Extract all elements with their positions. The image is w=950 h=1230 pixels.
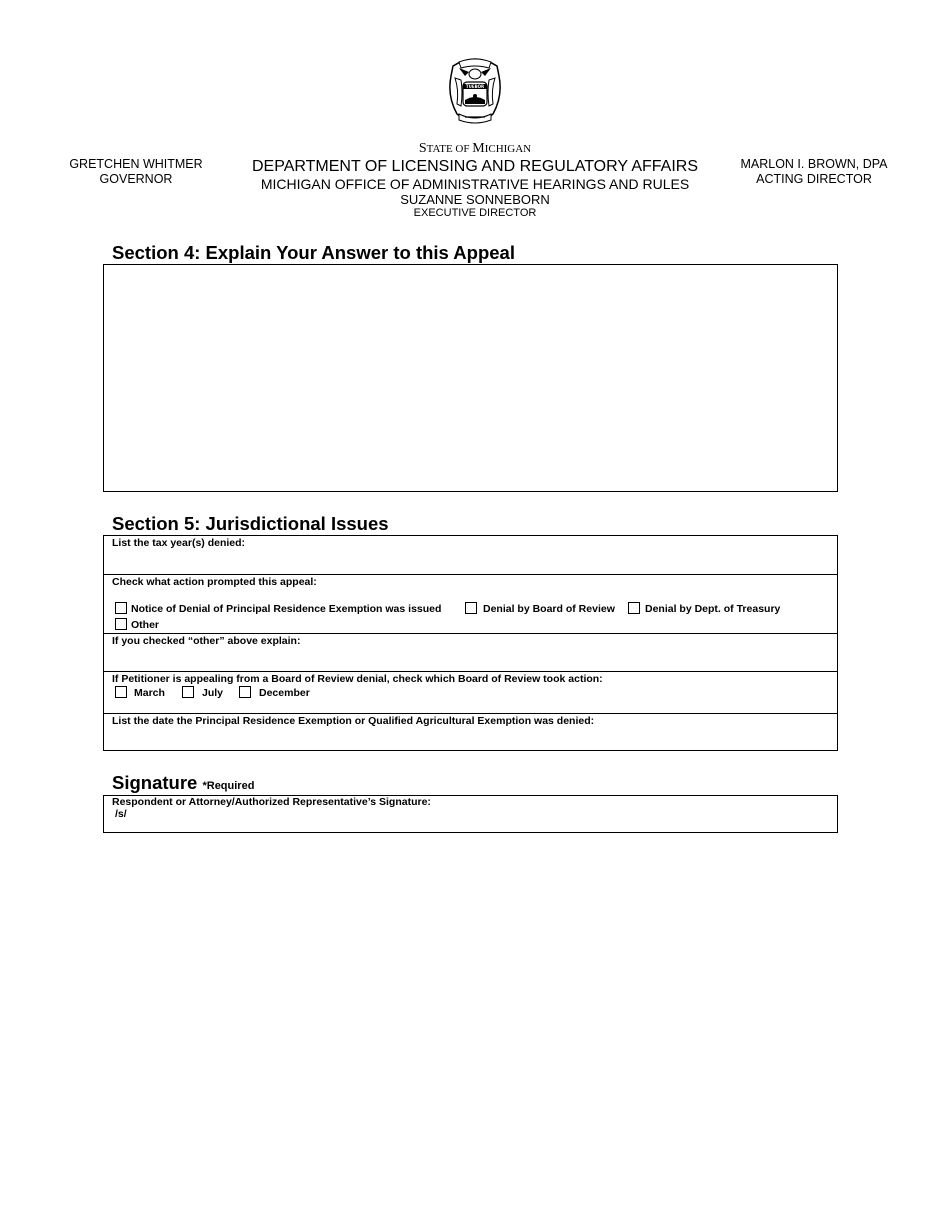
action-row [104, 574, 837, 633]
signature-label: Respondent or Attorney/Authorized Representative’s Signature: [112, 796, 431, 808]
other-checkbox[interactable] [115, 618, 127, 630]
section-4-title: Section 4: Explain Your Answer to this Appeal [112, 242, 515, 263]
director-block [728, 157, 900, 186]
jurisdictional-issues-table [103, 535, 838, 751]
department-name: DEPARTMENT OF LICENSING AND REGULATORY AFFAIRS [251, 158, 699, 175]
required-note: *Required [202, 780, 255, 792]
office-name: MICHIGAN OFFICE OF ADMINISTRATIVE HEARINGS AND RULES [260, 176, 690, 192]
michigan-state-seal-icon [445, 56, 505, 128]
december-label: December [259, 687, 310, 699]
notice-of-denial-checkbox[interactable] [115, 602, 127, 614]
governor-title: GOVERNOR [99, 171, 173, 186]
treasury-denial-checkbox[interactable] [628, 602, 640, 614]
governor-name: GRETCHEN WHITMER [69, 157, 203, 171]
treasury-denial-label: Denial by Dept. of Treasury [645, 603, 781, 615]
executive-director-name: SUZANNE SONNEBORN [400, 192, 550, 207]
tax-years-row[interactable] [104, 536, 837, 574]
other-label: Other [131, 619, 160, 631]
director-title: ACTING DIRECTOR [756, 171, 872, 186]
seal-motto: TUEBOR [465, 84, 485, 89]
board-of-review-denial-checkbox[interactable] [465, 602, 477, 614]
july-checkbox[interactable] [182, 686, 194, 698]
board-of-review-label: If Petitioner is appealing from a Board of Review denial, check which Board of Review took action: [112, 673, 603, 685]
appeal-explanation-field[interactable] [103, 264, 838, 492]
governor-block [50, 157, 222, 186]
agency-header [225, 141, 725, 220]
denial-date-label: List the date the Principal Residence Exemption or Qualified Agricultural Exemption was denied: [112, 715, 595, 727]
tax-years-label: List the tax year(s) denied: [112, 537, 246, 549]
signature-title: Signature *Required [112, 772, 255, 793]
march-checkbox[interactable] [115, 686, 127, 698]
section-5-title: Section 5: Jurisdictional Issues [112, 513, 389, 534]
signature-field[interactable] [103, 795, 838, 833]
executive-director-title: EXECUTIVE DIRECTOR [413, 207, 537, 219]
board-of-review-denial-label: Denial by Board of Review [483, 603, 615, 615]
signature-value: /s/ [115, 808, 127, 820]
notice-of-denial-label: Notice of Denial of Principal Residence Exemption was issued [131, 603, 442, 615]
july-label: July [202, 687, 224, 699]
board-of-review-row [104, 671, 837, 713]
director-name: MARLON I. BROWN, DPA [740, 157, 888, 171]
other-explain-row[interactable] [104, 633, 837, 671]
action-label: Check what action prompted this appeal: [112, 576, 317, 588]
other-explain-label: If you checked “other” above explain: [112, 635, 301, 647]
denial-date-row[interactable] [104, 713, 837, 750]
state-name: STATE OF MICHIGAN [418, 141, 532, 156]
december-checkbox[interactable] [239, 686, 251, 698]
march-label: March [134, 687, 165, 699]
